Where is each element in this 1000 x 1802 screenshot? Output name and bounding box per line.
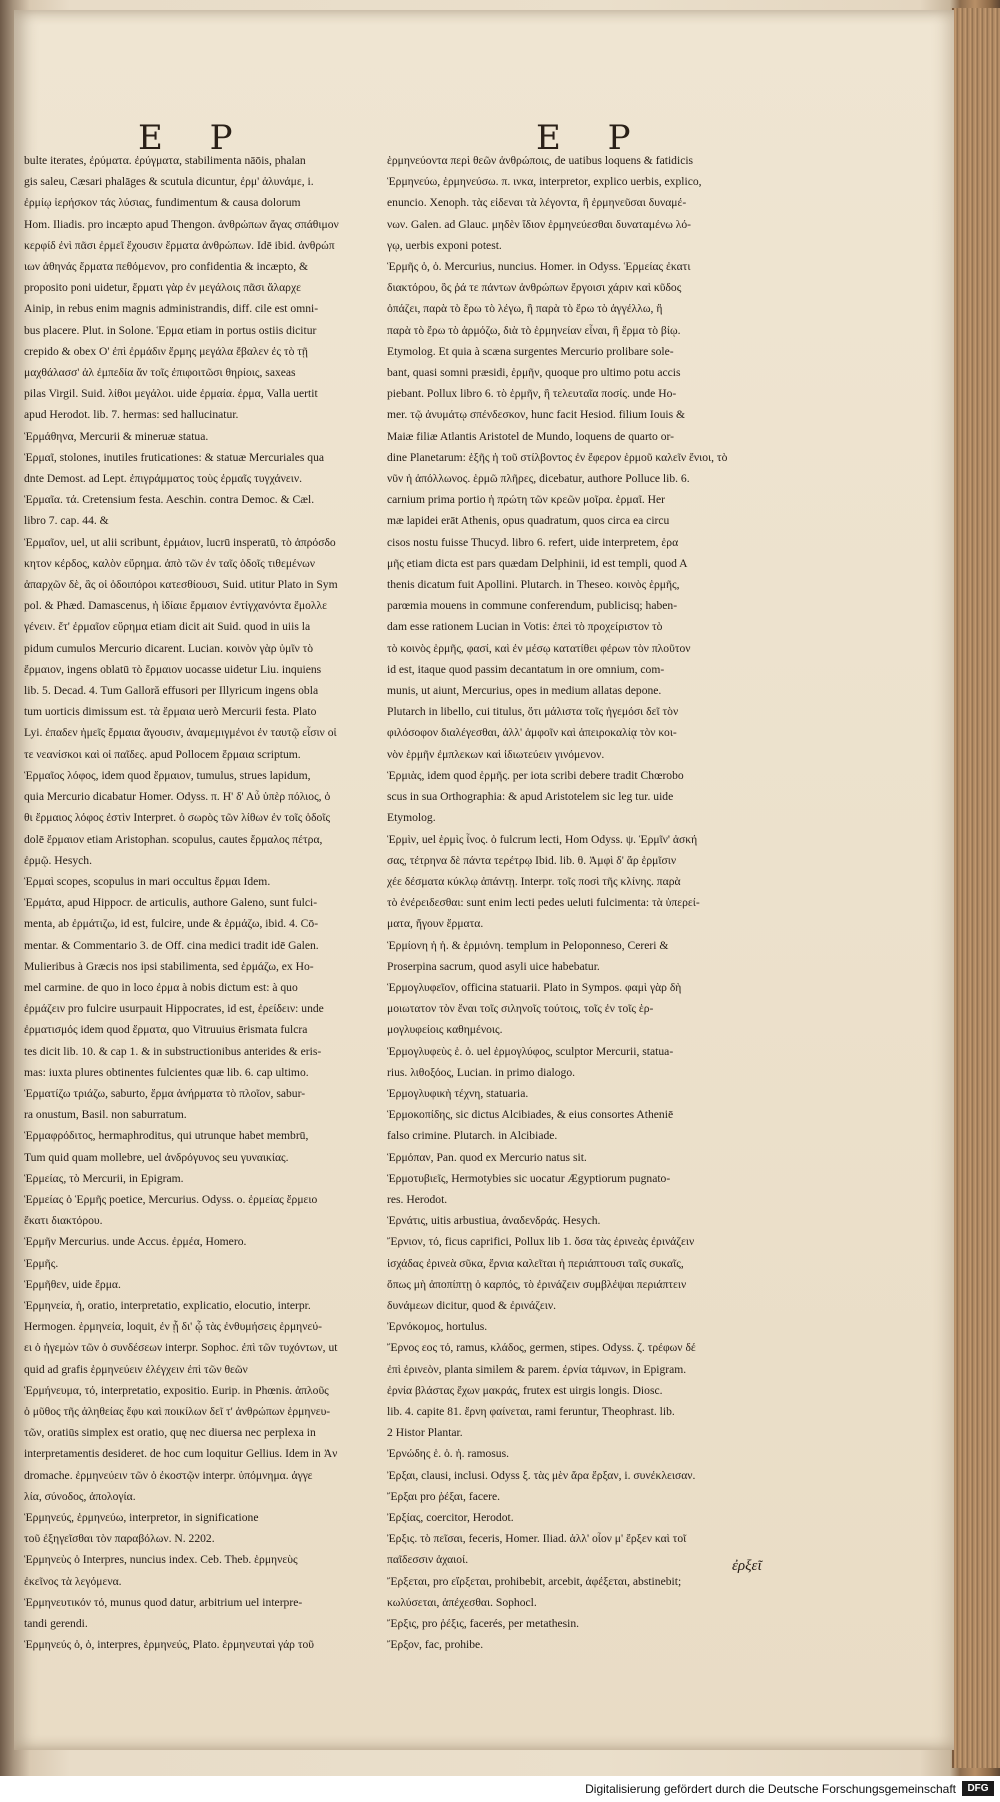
text-line: ἔρμαιον, ingens oblatū τὸ ἕρμαιον uocasse uidetur Liu. inquiens [24, 662, 322, 676]
text-line: Ἑρμογλυφικὴ τέχνη, statuaria. [387, 1086, 529, 1100]
text-line: Ἐρξαι, clausi, inclusi. Odyss ξ. τὰς μὲν ἄρα ἔρξαν, i. συνέκλεισαν. [387, 1468, 696, 1482]
text-line: Ἑρμῆθεν, uide ἔρμα. [24, 1277, 121, 1291]
text-line: ματα, ἤγουν ἕρματα. [387, 917, 484, 931]
text-line: κωλύσεται, ἀπέχεσθαι. Sophocl. [387, 1595, 537, 1609]
page-header-left: E P [138, 118, 251, 158]
text-line: θι ἕρμαιος λόφος ἐστὶν Interpret. ὁ σωρὸς τῶν λίθων ἐν τοῖς ὁδοῖς [24, 811, 331, 825]
text-line: ἕκατι διακτόρου. [24, 1214, 103, 1228]
text-line: munis, ut aiunt, Mercurius, opes in medium allatas depone. [387, 684, 662, 698]
text-line: proposito poni uidetur, ἔρματι γὰρ ἐν μεγάλοις πᾶσι ἅλαρχε [24, 281, 301, 295]
text-line: γῳ, uerbis exponi potest. [387, 238, 502, 252]
text-line: Ἑρμῆς. [24, 1256, 59, 1270]
text-line: enuncio. Xenoph. τὰς εἰδεναι τὰ λέγοντα, ἢ ἑρμηνεῦσαι δυναμέ- [387, 196, 687, 210]
text-line: apud Herodot. lib. 7. hermas: sed hallucinatur. [24, 408, 239, 422]
text-line: Ἔρξεται, pro εἴρξεται, prohibebit, arcebit, ἀφέξεται, abstinebit; [387, 1574, 682, 1588]
text-line: μαχθάλασσ' ἀλ ἐμπεδία ἄν τοῖς ἐπιφοιτῶσι θηρίοις, saxeas [24, 366, 296, 380]
text-line: Ἑρμηνεύς ὁ, ὁ, interpres, ἑρμηνεύς, Plato. ἑρμηνευταὶ γάρ τοῦ [24, 1638, 315, 1652]
text-line: ἐρματισμός idem quod ἕρματα, quo Vitruuius ērismata fulcra [24, 1023, 308, 1037]
text-line: Ἑρμηνεύω, ἑρμηνεύσω. π. ινκα, interpretor, explico uerbis, explico, [387, 175, 702, 189]
text-line: Ἑρμαῖος λόφος, idem quod ἕρμαιον, tumulus, strues lapidum, [24, 768, 311, 782]
text-line: Ἔρξις, pro ῥέξις, facerés, per metathesin. [387, 1617, 580, 1631]
text-line: κητον κέρδος, καλὸν εὕρημα. ἀπὸ τῶν ἐν ταῖς ὁδοῖς τιθεμένων [24, 556, 316, 570]
text-line: Ἑρμόπαν, Pan. quod ex Mercurio natus sit. [387, 1150, 587, 1164]
text-line: μοιωτατον τὸν ἕναι τοῖς σιληνοῖς τούτοις, τοῖς ἐν τοῖς ἑρ- [387, 1002, 654, 1016]
text-line: Ἑρμογλυφεῖον, officina statuarii. Plato in Sympos. φαμὶ γὰρ δὴ [387, 980, 682, 994]
text-line: Ἑρμαῖα. τά. Cretensium festa. Aeschin. contra Democ. & Cæl. [24, 493, 315, 507]
text-line: rius. λιθοξόος, Lucian. in primo dialogo. [387, 1065, 576, 1079]
catchword: ἐρξεῖ [732, 1558, 762, 1574]
text-line: Ἑρματίζω τριάζω, saburto, ἕρμα ἀνήρματα τὸ πλοῖον, sabur- [24, 1086, 306, 1100]
text-line: Ἐρνώδης ἑ. ὁ. ἡ. ramosus. [387, 1447, 510, 1461]
text-line: dnte Demost. ad Lept. ἐπιγράμματος τοὺς ἐρμαῖς τυγχάνειν. [24, 472, 302, 486]
text-line: ἐρμίῳ ἱερήσκον τάς λύσιας, fundimentum & causa dolorum [24, 196, 301, 210]
page-header-right: E P [536, 118, 649, 158]
text-line: νῦν ἡ ἀπόλλωνος. ἑρμῶ πλῆρες, dicebatur, authore Polluce lib. 6. [387, 472, 690, 486]
text-line: bant, quasi somni præsidi, ἑρμῆν, quoque pro ultimo potu accis [387, 366, 681, 380]
text-line: Ἑρμῆν Mercurius. unde Accus. ἐρμέα, Homero. [24, 1235, 247, 1249]
text-line: piebant. Pollux libro 6. τὸ ἑρμῆν, ἢ τελευταῖα ποσίς. unde Ho- [387, 387, 677, 401]
text-line: gis saleu, Cæsari phalāges & scutula dicuntur, ἐρμ' ἀλυνάμε, i. [24, 175, 314, 189]
text-line: Ἑρμαὶ scopes, scopulus in mari occultus ἕρμαι Idem. [24, 874, 271, 888]
footer-bar [0, 1776, 1000, 1802]
text-line: τῶν, oratiūs simplex est oratio, quę nec diuersa nec perplexa in [24, 1426, 316, 1440]
left-text-column [24, 150, 384, 1652]
text-line: Ἑρμοκοπίδης, sic dictus Alcibiades, & eius consortes Atheniē [387, 1108, 674, 1122]
text-line: Ἑρμείας, τὸ Mercurii, in Epigram. [24, 1171, 184, 1185]
text-line: γένειν. ἔτ' ἐρμαῖον εὕρημα etiam dicit ait Suid. quod in uiis la [24, 620, 311, 634]
text-line: Ainip, in rebus enim magnis administrandis, diff. cile est omni- [24, 302, 319, 316]
text-line: παῖδεσσιν ἀχαιοί. [387, 1553, 469, 1567]
text-line: μῆς etiam dicta est pars quædam Delphinii, id est templi, quod A [387, 556, 688, 570]
text-line: δυνάμεων dicitur, quod & ἐρινάζειν. [387, 1298, 556, 1312]
text-line: Ἐρνόκομος, hortulus. [387, 1320, 488, 1334]
text-line: τὸ ἐνέρειδεσθαι: sunt enim lecti pedes ueluti fulcimenta: τὰ ὑπερεί- [387, 896, 700, 910]
text-line: τὸ κοινὸς ἑρμῆς, φασί, καὶ ἐν μέσῳ κατατίθει φέρων τὸν πλοῦτον [387, 641, 691, 655]
text-line: pidum cumulos Mercurio dicarent. Lucian. κοινὸν γὰρ ὑμῖν τὸ [24, 641, 314, 655]
text-line: Ἔρξαι pro ῥέξαι, facere. [387, 1489, 501, 1503]
text-line: κερφίδ ἐνὶ πᾶσι ἐρμεῖ ἔχουσιν ἔρματα ἀνθρώπων. Idē ibid. ἀνθρώπ [24, 238, 335, 252]
text-line: lib. 5. Decad. 4. Tum Galloră effusori per Illyricum ingens obla [24, 684, 319, 698]
text-line: 2 Histor Plantar. [387, 1426, 463, 1440]
text-line: dromache. ἑρμηνεύειν τῶν ὁ ἐκοστῷν interpr. ὑπόμνημα. ἀγγε [24, 1468, 313, 1482]
text-line: Ἑρμηνεία, ἡ, oratio, interpretatio, explicatio, elocutio, interpr. [24, 1298, 311, 1312]
text-line: Lyi. ἐπαδεν ἡμεῖς ἔρμαια ἄγουσιν, ἀναμεμιγμένοι ἐν ταυτῷ εἶσιν οἱ [24, 726, 337, 740]
text-line: quid ad grafis ἑρμηνεύειν ἐλέγχειν ἐπὶ τῶν θεῶν [24, 1362, 248, 1376]
text-line: tes dicit lib. 10. & cap 1. & in substructionibus anterides & eris- [24, 1044, 322, 1058]
text-line: Hom. Iliadis. pro incæpto apud Thengon. ἀνθρώπων ἄγας σπάθιμον [24, 217, 339, 231]
text-line: bus placere. Plut. in Solone. Ἑρμα etiam in portus ostiis dicitur [24, 323, 317, 337]
text-line: παρὰ τὸ ἔρω τὸ ἁρμόζω, διὰ τὸ ἑρμηνείαν εἶναι, ἢ ἔρμα τὸ βίῳ. [387, 323, 681, 337]
text-line: ιων ἀθηνάς ἔρματα πεθόμενον, pro confidentia & incæpto, & [24, 260, 309, 274]
text-line: Ἔρξον, fac, prohibe. [387, 1638, 484, 1652]
text-line: libro 7. cap. 44. & [24, 514, 109, 528]
text-line: falso crimine. Plutarch. in Alcibiade. [387, 1129, 558, 1143]
text-line: χέε δέσματα κύκλῳ ἁπάντῃ. Interpr. τοῖς ποσὶ τῆς κλίνης. παρὰ [387, 874, 681, 888]
text-line: Ἑρμηνεύς, ἑρμηνεύω, interpretor, in significatione [24, 1511, 259, 1524]
text-line: Ἑρμαφρόδιτος, hermaphroditus, qui utrunque habet membrū, [24, 1129, 309, 1143]
text-line: dine Planetarum: ἑξῆς ἡ τοῦ στίλβοντος ἐν ἔφερον ἑρμοῦ καλεῖν ἔνιοι, τὸ [387, 450, 728, 464]
text-line: Mulieribus à Græcis nos ipsi stabilimenta, sed ἑρμάζω, ex Ho- [24, 959, 314, 973]
book-page-edges [952, 8, 1000, 1768]
text-line: Plutarch in libello, cui titulus, ὅτι μάλιστα τοῖς ἡγεμόσι δεῖ τὸν [387, 705, 679, 719]
text-line: Maiæ filiæ Atlantis Aristotel de Mundo, loquens de quarto or- [387, 429, 675, 443]
text-line: Ἑρμοτυβιεῖς, Hermotybies sic uocatur Ægyptiorum pugnato- [387, 1171, 671, 1185]
text-line: interpretamentis desideret. de hoc cum loquitur Gellius. Idem in Ἀν [24, 1447, 338, 1461]
text-line: dolē ἕρμαιον etiam Aristophan. scopulus, cautes ἔρμαλος πέτρα, [24, 832, 323, 846]
text-line: thenis dicatum fuit Apollini. Plutarch. in Theseo. κοινὸς ἑρμῆς, [387, 578, 680, 592]
text-line: Ἑρμιὰς, idem quod ἑρμῆς. per iota scribi debere tradit Chœrobo [387, 768, 684, 782]
text-line: carnium prima portio ἡ πρώτη τῶν κρεῶν μοῖρα. ἑρμαῖ. Her [387, 493, 665, 507]
text-line: λία, σύνοδος, ἀπολογία. [24, 1489, 136, 1503]
text-line: mas: iuxta plures obtinentes fulcientes quæ lib. 6. cap ultimo. [24, 1065, 309, 1079]
text-line: scus in sua Orthographia: & apud Aristotelem sic leg tur. uide [387, 790, 674, 804]
text-line: Ἑρμηνεὺς ὁ Interpres, nuncius index. Ceb. Theb. ἑρμηνεὺς [24, 1553, 298, 1567]
text-line: Ἑρμάθηνα, Mercurii & mineruæ statua. [24, 429, 209, 443]
text-line: φιλόσοφον διαλέγεσθαι, ἀλλ' ἀμφοῖν καὶ ἀπειροκαλίᾳ τὸν κοι- [387, 726, 677, 740]
text-line: cisos nostu fuisse Thucyd. libro 6. refert, uide interpretem, ἑρα [387, 535, 679, 549]
text-line: Ἑρμὶν, uel ἑρμὶς ἶνος. ὁ fulcrum lecti, Hom Odyss. ψ. Ἑρμῖν' ἀσκή [387, 832, 698, 846]
text-line: Ἐρξίας, coercitor, Herodot. [387, 1511, 514, 1524]
text-line: mentar. & Commentario 3. de Off. cina medici tradit idē Galen. [24, 938, 319, 952]
text-line: mel carmine. de quo in loco ἐρμα à nobis dictum est: à quo [24, 980, 298, 994]
text-line: mæ lapidei erāt Athenis, opus quadratum, quos circa ea circu [387, 514, 670, 528]
text-line: ει ὁ ἡγεμὼν τῶν ὁ συνδέσεων interpr. Sophoc. ἐπὶ τῶν τυχόντων, ut [24, 1341, 338, 1355]
text-line: ἐρμάζειν pro fulcire usurpauit Hippocrates, id est, ἐρείδειν: unde [24, 1002, 324, 1016]
text-line: dam esse rationem Lucian in Votis: ἐπεὶ τὸ προχείριστον τὸ [387, 620, 663, 634]
text-line: tum uorticis dimissum est. τὰ ἕρμαια uerò Mercurii festa. Plato [24, 705, 317, 719]
text-line: Etymolog. Et quia à scæna surgentes Mercurio prolibare sole- [387, 344, 674, 358]
text-line: Hermogen. ἑρμηνεία, loquit, ἐν ᾗ δι' ᾧ τὰς ἐνθυμήσεις ἑρμηνεύ- [24, 1320, 322, 1334]
text-line: ὅπως μὴ ἀποπίπτῃ ὁ καρπός, τὸ ἐρινάζειν συμβλέψαι περιάπτειν [387, 1277, 687, 1291]
dfg-logo: DFG [962, 1781, 994, 1796]
text-line: Ἐρξις. τὸ πεῖσαι, feceris, Homer. Iliad. ἀλλ' οἷον μ' ἔρξεν καὶ τοῖ [387, 1532, 687, 1546]
text-line: ἑρμηνεύοντα περὶ θεῶν ἀνθρώποις, de uatibus loquens & fatidicis [387, 154, 694, 167]
text-line: res. Herodot. [387, 1192, 448, 1206]
text-line: tandi gerendi. [24, 1617, 88, 1631]
text-line: ἀπαρχῶν δὲ, ἃς οἱ ὁδοιπόροι κατεσθίουσι, Suid. utitur Plato in Sym [24, 578, 338, 592]
text-line: ἐρνία βλάστας ἔχων μακράς, frutex est uirgis longis. Diosc. [387, 1383, 663, 1397]
text-line: Ἑρνάτις, uitis arbustiua, ἀναδενδράς. Hesych. [387, 1214, 601, 1228]
text-line: mer. τῷ ἀνυμάτῳ σπένδεσκον, hunc facit Hesiod. filium Iouis & [387, 408, 686, 422]
text-line: Ἔρνιον, τό, ficus caprifici, Pollux lib 1. ὅσα τὰς ἐρινεὰς ἐρινάζειν [387, 1235, 695, 1249]
text-line: σας, τέτρηνα δὲ πάντα τερέτρῳ Ibid. lib. θ. Ἀμφὶ δ' ἄρ ἑρμῖσιν [387, 853, 677, 867]
text-line: Proserpina sacrum, quod asyli uice habebatur. [387, 959, 600, 973]
text-line: lib. 4. capite 81. ἔρνη φαίνεται, rami feruntur, Theophrast. lib. [387, 1404, 675, 1418]
text-line: ὀπάζει, παρὰ τὸ ἔρω τὸ λέγω, ἢ παρὰ τὸ ἔρω τὸ ἀγγέλλω, ἢ [387, 302, 663, 316]
text-line: Ἑρμείας ὁ Ἑρμῆς poetice, Mercurius. Odyss. ο. ἐρμείας ἕρμειο [24, 1192, 318, 1206]
text-line: ra onustum, Basil. non saburratum. [24, 1108, 187, 1122]
text-line: quia Mercurio dicabatur Homer. Odyss. π. Η' δ' Αὖ ὑπὲρ πόλιος, ὁ [24, 790, 331, 804]
text-line: Ἑρμαῖ, stolones, inutiles fruticationes: & statuæ Mercuriales qua [24, 450, 325, 464]
text-line: Ἑρμίονη ἡ ἡ. & ἑρμιόνη. templum in Peloponneso, Cereri & [387, 938, 669, 952]
text-line: Ἑρμογλυφεὺς ἑ. ὁ. uel ἑρμογλύφος, sculptor Mercurii, statua- [387, 1044, 674, 1058]
text-line: menta, ab ἐρμάτιζω, id est, fulcire, unde & ἑρμάζω, ibid. 4. Cō- [24, 917, 319, 931]
text-line: pol. & Phæd. Damascenus, ἡ ἱδίαιε ἔρμαιον ἐντίγχανόντα ἕμολλε [24, 599, 327, 613]
text-line: νὸν ἑρμῆν ἐμπλεκων καὶ ἰδιωτεύειν γινόμενον. [387, 747, 605, 761]
text-line: νων. Galen. ad Glauc. μηδὲν ἴδιον ἑρμηνεύεσθαι δυναταμένω λό- [387, 217, 692, 231]
text-line: Ἑρμήνευμα, τό, interpretatio, expositio. Eurip. in Phœnis. ἁπλοῦς [24, 1383, 329, 1397]
text-line: Tum quid quam mollebre, uel ἀνδρόγυνος seu γυναικίας. [24, 1150, 289, 1164]
text-line: διακτόρου, ὃς ῥά τε πάντων ἀνθρώπων ἔργοισι χάριν καὶ κῦδος [387, 281, 682, 295]
text-line: ἐπὶ ἐρινεὸν, planta similem & parem. ἐρνία τάμνων, in Epigram. [387, 1362, 687, 1376]
text-line: Ἑρμῆς ὁ, ὁ. Mercurius, nuncius. Homer. in Odyss. Ἑρμείας ἐκατι [387, 260, 691, 274]
text-line: pilas Virgil. Suid. λίθοι μεγάλοι. uide ἐρμαία. ἐρμα, Valla uertit [24, 387, 318, 401]
text-line: Ἑρμαῖον, uel, ut alii scribunt, ἐρμάιον, lucrū insperatū, τὸ ἀπρόσδο [24, 535, 336, 549]
text-line: parœmia mouens in commune conferendum, publicisq; haben- [387, 599, 678, 613]
text-line: id est, itaque quod passim decantatum in ore omnium, com- [387, 662, 665, 676]
text-line: ἐρμῷ. Hesych. [24, 853, 92, 867]
text-line: bulte iterates, ἐρύματα. ἐρύγματα, stabilimenta nāōis, phalan [24, 154, 306, 167]
text-line: crepido & obex Ο' ἐπὶ ἐρμάδιν ἔρμης μεγάλα ἔβαλεν ἐς τὸ τῇ [24, 344, 308, 358]
text-line: Ἑρμάτα, apud Hippocr. de articulis, authore Galeno, sunt fulci- [24, 896, 318, 910]
text-line: μογλυφείοις καθημένοις. [387, 1023, 503, 1037]
text-line: Ἑρμηνευτικόν τό, munus quod datur, arbitrium uel interpre- [24, 1595, 303, 1609]
text-line: τε νεανίσκοι καὶ οἱ παῖδες. apud Pollocem ἕρμαια scriptum. [24, 747, 301, 761]
text-line: Ἔρνος εος τό, ramus, κλάδος, germen, stipes. Odyss. ζ. τρέφων δέ [387, 1341, 696, 1355]
text-line: τοῦ ἐξηγεῖσθαι τὸν παραβόλων. N. 2202. [24, 1532, 215, 1546]
funding-note: Digitalisierung gefördert durch die Deutsche Forschungsgemeinschaft [585, 1782, 956, 1796]
text-line: ἰσχάδας ἐρινεὰ σῦκα, ἔρνια καλεῖται ἡ περιάπτουσι ταῖς συκαῖς, [387, 1256, 684, 1270]
text-line: Etymolog. [387, 811, 436, 825]
text-line: ἐκεῖνος τὰ λεγόμενα. [24, 1574, 122, 1588]
text-line: ὁ μῦθος τῆς ἀληθείας ἔφυ καὶ ποικίλων δεῖ τ' ἀνθρώπων ἑρμηνευ- [24, 1404, 331, 1418]
